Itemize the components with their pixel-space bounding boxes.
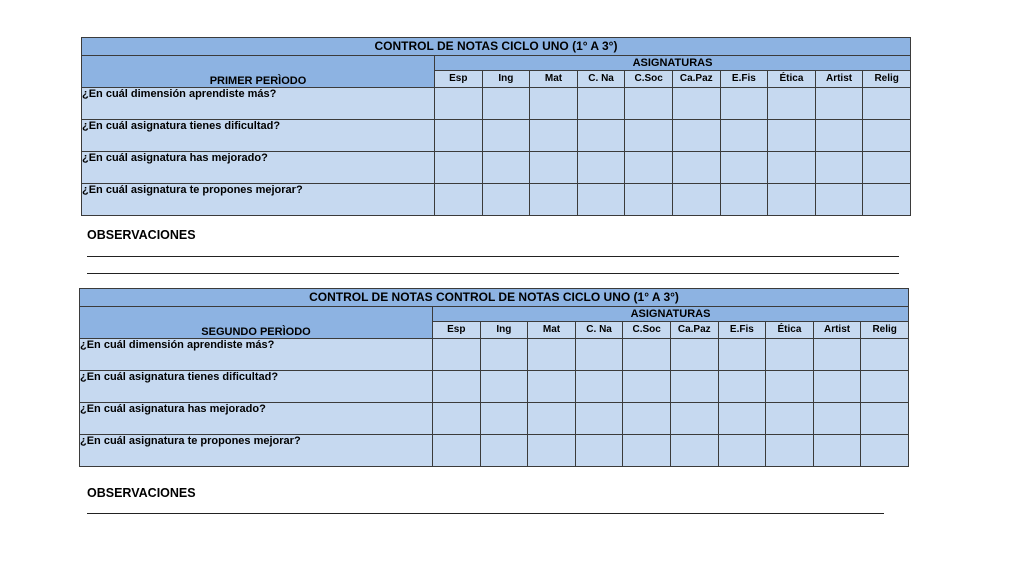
answer-cell[interactable]: [577, 120, 625, 152]
period-label: SEGUNDO PERÌODO: [80, 307, 433, 339]
answer-cell[interactable]: [625, 88, 673, 120]
answer-cell[interactable]: [575, 339, 623, 371]
answer-cell[interactable]: [861, 371, 909, 403]
answer-cell[interactable]: [528, 435, 576, 467]
subject-header: Relig: [863, 71, 911, 88]
answer-cell[interactable]: [480, 371, 528, 403]
answer-cell[interactable]: [482, 152, 530, 184]
subject-header: Ca.Paz: [672, 71, 720, 88]
answer-cell[interactable]: [766, 339, 814, 371]
answer-cell[interactable]: [528, 403, 576, 435]
answer-cell[interactable]: [815, 120, 863, 152]
answer-cell[interactable]: [435, 120, 483, 152]
answer-cell[interactable]: [672, 184, 720, 216]
subject-header: Artist: [813, 322, 861, 339]
answer-cell[interactable]: [433, 403, 481, 435]
answer-cell[interactable]: [720, 88, 768, 120]
answer-cell[interactable]: [623, 371, 671, 403]
subject-header: Ing: [480, 322, 528, 339]
table-row: [80, 403, 909, 435]
answer-cell[interactable]: [863, 184, 911, 216]
table-row: [80, 339, 909, 371]
answer-cell[interactable]: [815, 152, 863, 184]
answer-cell[interactable]: [766, 435, 814, 467]
subject-header: Ca.Paz: [670, 322, 718, 339]
answer-cell[interactable]: [720, 184, 768, 216]
answer-cell[interactable]: [623, 435, 671, 467]
subject-header: Artist: [815, 71, 863, 88]
answer-cell[interactable]: [625, 152, 673, 184]
subject-header: C.Soc: [623, 322, 671, 339]
subjects-header: ASIGNATURAS: [433, 307, 909, 322]
answer-cell[interactable]: [718, 403, 766, 435]
answer-cell[interactable]: [718, 339, 766, 371]
grades-table-second-period: [79, 288, 909, 467]
question-label: ¿En cuál asignatura tienes dificultad?: [80, 371, 433, 403]
subject-header: Ing: [482, 71, 530, 88]
answer-cell[interactable]: [672, 152, 720, 184]
answer-cell[interactable]: [718, 371, 766, 403]
answer-cell[interactable]: [435, 152, 483, 184]
answer-cell[interactable]: [815, 184, 863, 216]
answer-cell[interactable]: [672, 120, 720, 152]
answer-cell[interactable]: [813, 403, 861, 435]
answer-cell[interactable]: [672, 88, 720, 120]
subject-header: Mat: [530, 71, 578, 88]
answer-cell[interactable]: [480, 435, 528, 467]
answer-cell[interactable]: [433, 339, 481, 371]
answer-cell[interactable]: [577, 184, 625, 216]
subject-header: Ética: [766, 322, 814, 339]
subject-header: Esp: [433, 322, 481, 339]
answer-cell[interactable]: [768, 184, 816, 216]
answer-cell[interactable]: [530, 88, 578, 120]
answer-cell[interactable]: [433, 371, 481, 403]
answer-cell[interactable]: [766, 371, 814, 403]
grades-table-first-period: [81, 37, 911, 216]
table-row: [80, 435, 909, 467]
subject-header: C. Na: [575, 322, 623, 339]
answer-cell[interactable]: [435, 88, 483, 120]
answer-cell[interactable]: [813, 435, 861, 467]
answer-cell[interactable]: [813, 371, 861, 403]
answer-cell[interactable]: [623, 339, 671, 371]
question-label: ¿En cuál dimensión aprendiste más?: [82, 88, 435, 120]
answer-cell[interactable]: [575, 403, 623, 435]
answer-cell[interactable]: [718, 435, 766, 467]
period-label: PRIMER PERÌODO: [82, 56, 435, 88]
answer-cell[interactable]: [530, 120, 578, 152]
table-row: [82, 184, 911, 216]
question-label: ¿En cuál asignatura te propones mejorar?: [80, 435, 433, 467]
answer-cell[interactable]: [577, 88, 625, 120]
answer-cell[interactable]: [575, 371, 623, 403]
subjects-header: ASIGNATURAS: [435, 56, 911, 71]
observations-line[interactable]: [87, 273, 899, 274]
answer-cell[interactable]: [863, 88, 911, 120]
table-row: [82, 88, 911, 120]
subject-header: E.Fis: [720, 71, 768, 88]
answer-cell[interactable]: [435, 184, 483, 216]
answer-cell[interactable]: [482, 184, 530, 216]
answer-cell[interactable]: [480, 403, 528, 435]
subject-header: Esp: [435, 71, 483, 88]
answer-cell[interactable]: [528, 371, 576, 403]
answer-cell[interactable]: [528, 339, 576, 371]
table-row: [82, 120, 911, 152]
subject-header: Relig: [861, 322, 909, 339]
answer-cell[interactable]: [815, 88, 863, 120]
answer-cell[interactable]: [530, 184, 578, 216]
question-label: ¿En cuál asignatura te propones mejorar?: [82, 184, 435, 216]
answer-cell[interactable]: [482, 88, 530, 120]
table-row: [82, 152, 911, 184]
answer-cell[interactable]: [813, 339, 861, 371]
form-title: CONTROL DE NOTAS CICLO UNO (1° A 3°): [82, 38, 911, 56]
answer-cell[interactable]: [670, 403, 718, 435]
observations-label: OBSERVACIONES: [87, 228, 196, 242]
answer-cell[interactable]: [768, 88, 816, 120]
answer-cell[interactable]: [623, 403, 671, 435]
observations-line[interactable]: [87, 256, 899, 257]
answer-cell[interactable]: [863, 120, 911, 152]
answer-cell[interactable]: [577, 152, 625, 184]
question-label: ¿En cuál asignatura has mejorado?: [82, 152, 435, 184]
question-label: ¿En cuál asignatura tienes dificultad?: [82, 120, 435, 152]
subject-header: Mat: [528, 322, 576, 339]
answer-cell[interactable]: [670, 435, 718, 467]
answer-cell[interactable]: [670, 371, 718, 403]
question-label: ¿En cuál asignatura has mejorado?: [80, 403, 433, 435]
observations-line[interactable]: [87, 513, 884, 514]
answer-cell[interactable]: [766, 403, 814, 435]
answer-cell[interactable]: [768, 152, 816, 184]
form-title: CONTROL DE NOTAS CONTROL DE NOTAS CICLO UNO (1° A 3°): [80, 289, 909, 307]
subject-header: C.Soc: [625, 71, 673, 88]
answer-cell[interactable]: [861, 435, 909, 467]
subject-header: Ética: [768, 71, 816, 88]
answer-cell[interactable]: [861, 339, 909, 371]
answer-cell[interactable]: [861, 403, 909, 435]
answer-cell[interactable]: [768, 120, 816, 152]
answer-cell[interactable]: [863, 152, 911, 184]
answer-cell[interactable]: [480, 339, 528, 371]
answer-cell[interactable]: [575, 435, 623, 467]
answer-cell[interactable]: [625, 184, 673, 216]
answer-cell[interactable]: [670, 339, 718, 371]
subject-header: E.Fis: [718, 322, 766, 339]
answer-cell[interactable]: [482, 120, 530, 152]
answer-cell[interactable]: [625, 120, 673, 152]
table-row: [80, 371, 909, 403]
answer-cell[interactable]: [720, 152, 768, 184]
question-label: ¿En cuál dimensión aprendiste más?: [80, 339, 433, 371]
answer-cell[interactable]: [530, 152, 578, 184]
answer-cell[interactable]: [433, 435, 481, 467]
observations-label: OBSERVACIONES: [87, 486, 196, 500]
subject-header: C. Na: [577, 71, 625, 88]
answer-cell[interactable]: [720, 120, 768, 152]
